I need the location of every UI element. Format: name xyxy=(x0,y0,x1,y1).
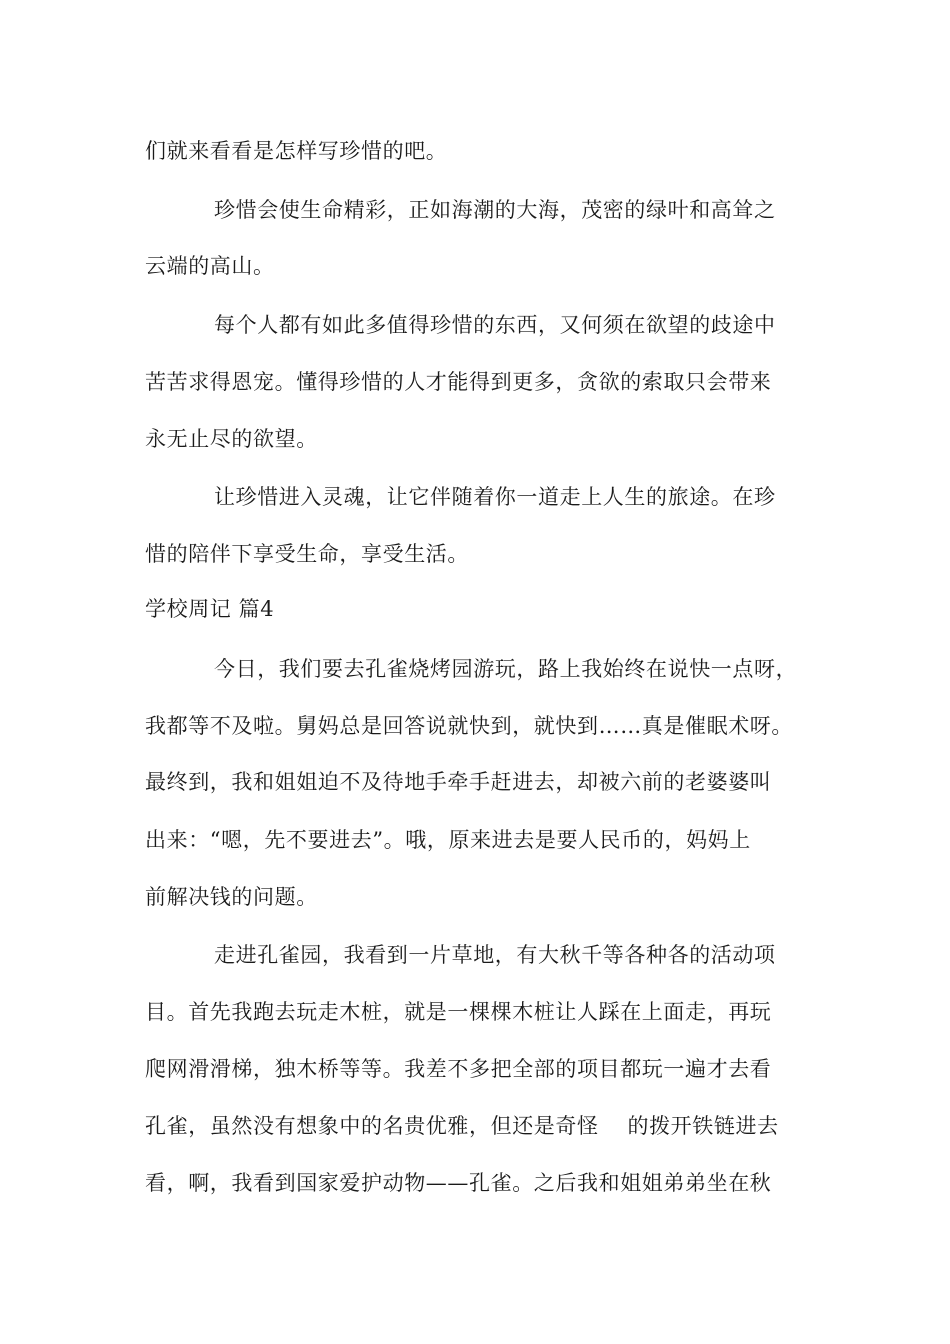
paragraph-line: 今日，我们要去孔雀烧烤园游玩，路上我始终在说快一点呀， xyxy=(214,657,798,681)
text-line: 目。首先我跑去玩走木桩，就是一棵棵木桩让人踩在上面走，再玩 xyxy=(145,1000,772,1024)
paragraph-line: 珍惜会使生命精彩，正如海潮的大海，茂密的绿叶和高耸之 xyxy=(214,198,776,222)
paragraph-line: 走进孔雀园，我看到一片草地，有大秋千等各种各的活动项 xyxy=(214,943,776,967)
text-line: 孔雀，虽然没有想象中的名贵优雅，但还是奇怪 的拨开铁链进去 xyxy=(145,1114,779,1138)
text-line: 惜的陪伴下享受生命，享受生活。 xyxy=(145,542,469,566)
text-line: 出来：“嗯，先不要进去”。哦，原来进去是要人民币的，妈妈上 xyxy=(145,828,751,852)
paragraph-line: 让珍惜进入灵魂，让它伴随着你一道走上人生的旅途。在珍 xyxy=(214,485,776,509)
text-line: 我都等不及啦。舅妈总是回答说就快到，就快到……真是催眠术呀。 xyxy=(145,714,793,738)
text-line: 前解决钱的问题。 xyxy=(145,885,318,909)
text-line: 苦苦求得恩宠。懂得珍惜的人才能得到更多，贪欲的索取只会带来 xyxy=(145,370,772,394)
text-line: 看，啊，我看到国家爱护动物——孔雀。之后我和姐姐弟弟坐在秋 xyxy=(145,1171,772,1195)
text-line: 云端的高山。 xyxy=(145,254,275,278)
paragraph-line: 每个人都有如此多值得珍惜的东西，又何须在欲望的歧途中 xyxy=(214,313,776,337)
text-line: 们就来看看是怎样写珍惜的吧。 xyxy=(145,139,448,163)
text-line: 永无止尽的欲望。 xyxy=(145,427,318,451)
section-heading: 学校周记 篇4 xyxy=(145,597,275,621)
text-line: 最终到，我和姐姐迫不及待地手牵手赶进去，却被六前的老婆婆叫 xyxy=(145,770,772,794)
text-line: 爬网滑滑梯，独木桥等等。我差不多把全部的项目都玩一遍才去看 xyxy=(145,1057,772,1081)
